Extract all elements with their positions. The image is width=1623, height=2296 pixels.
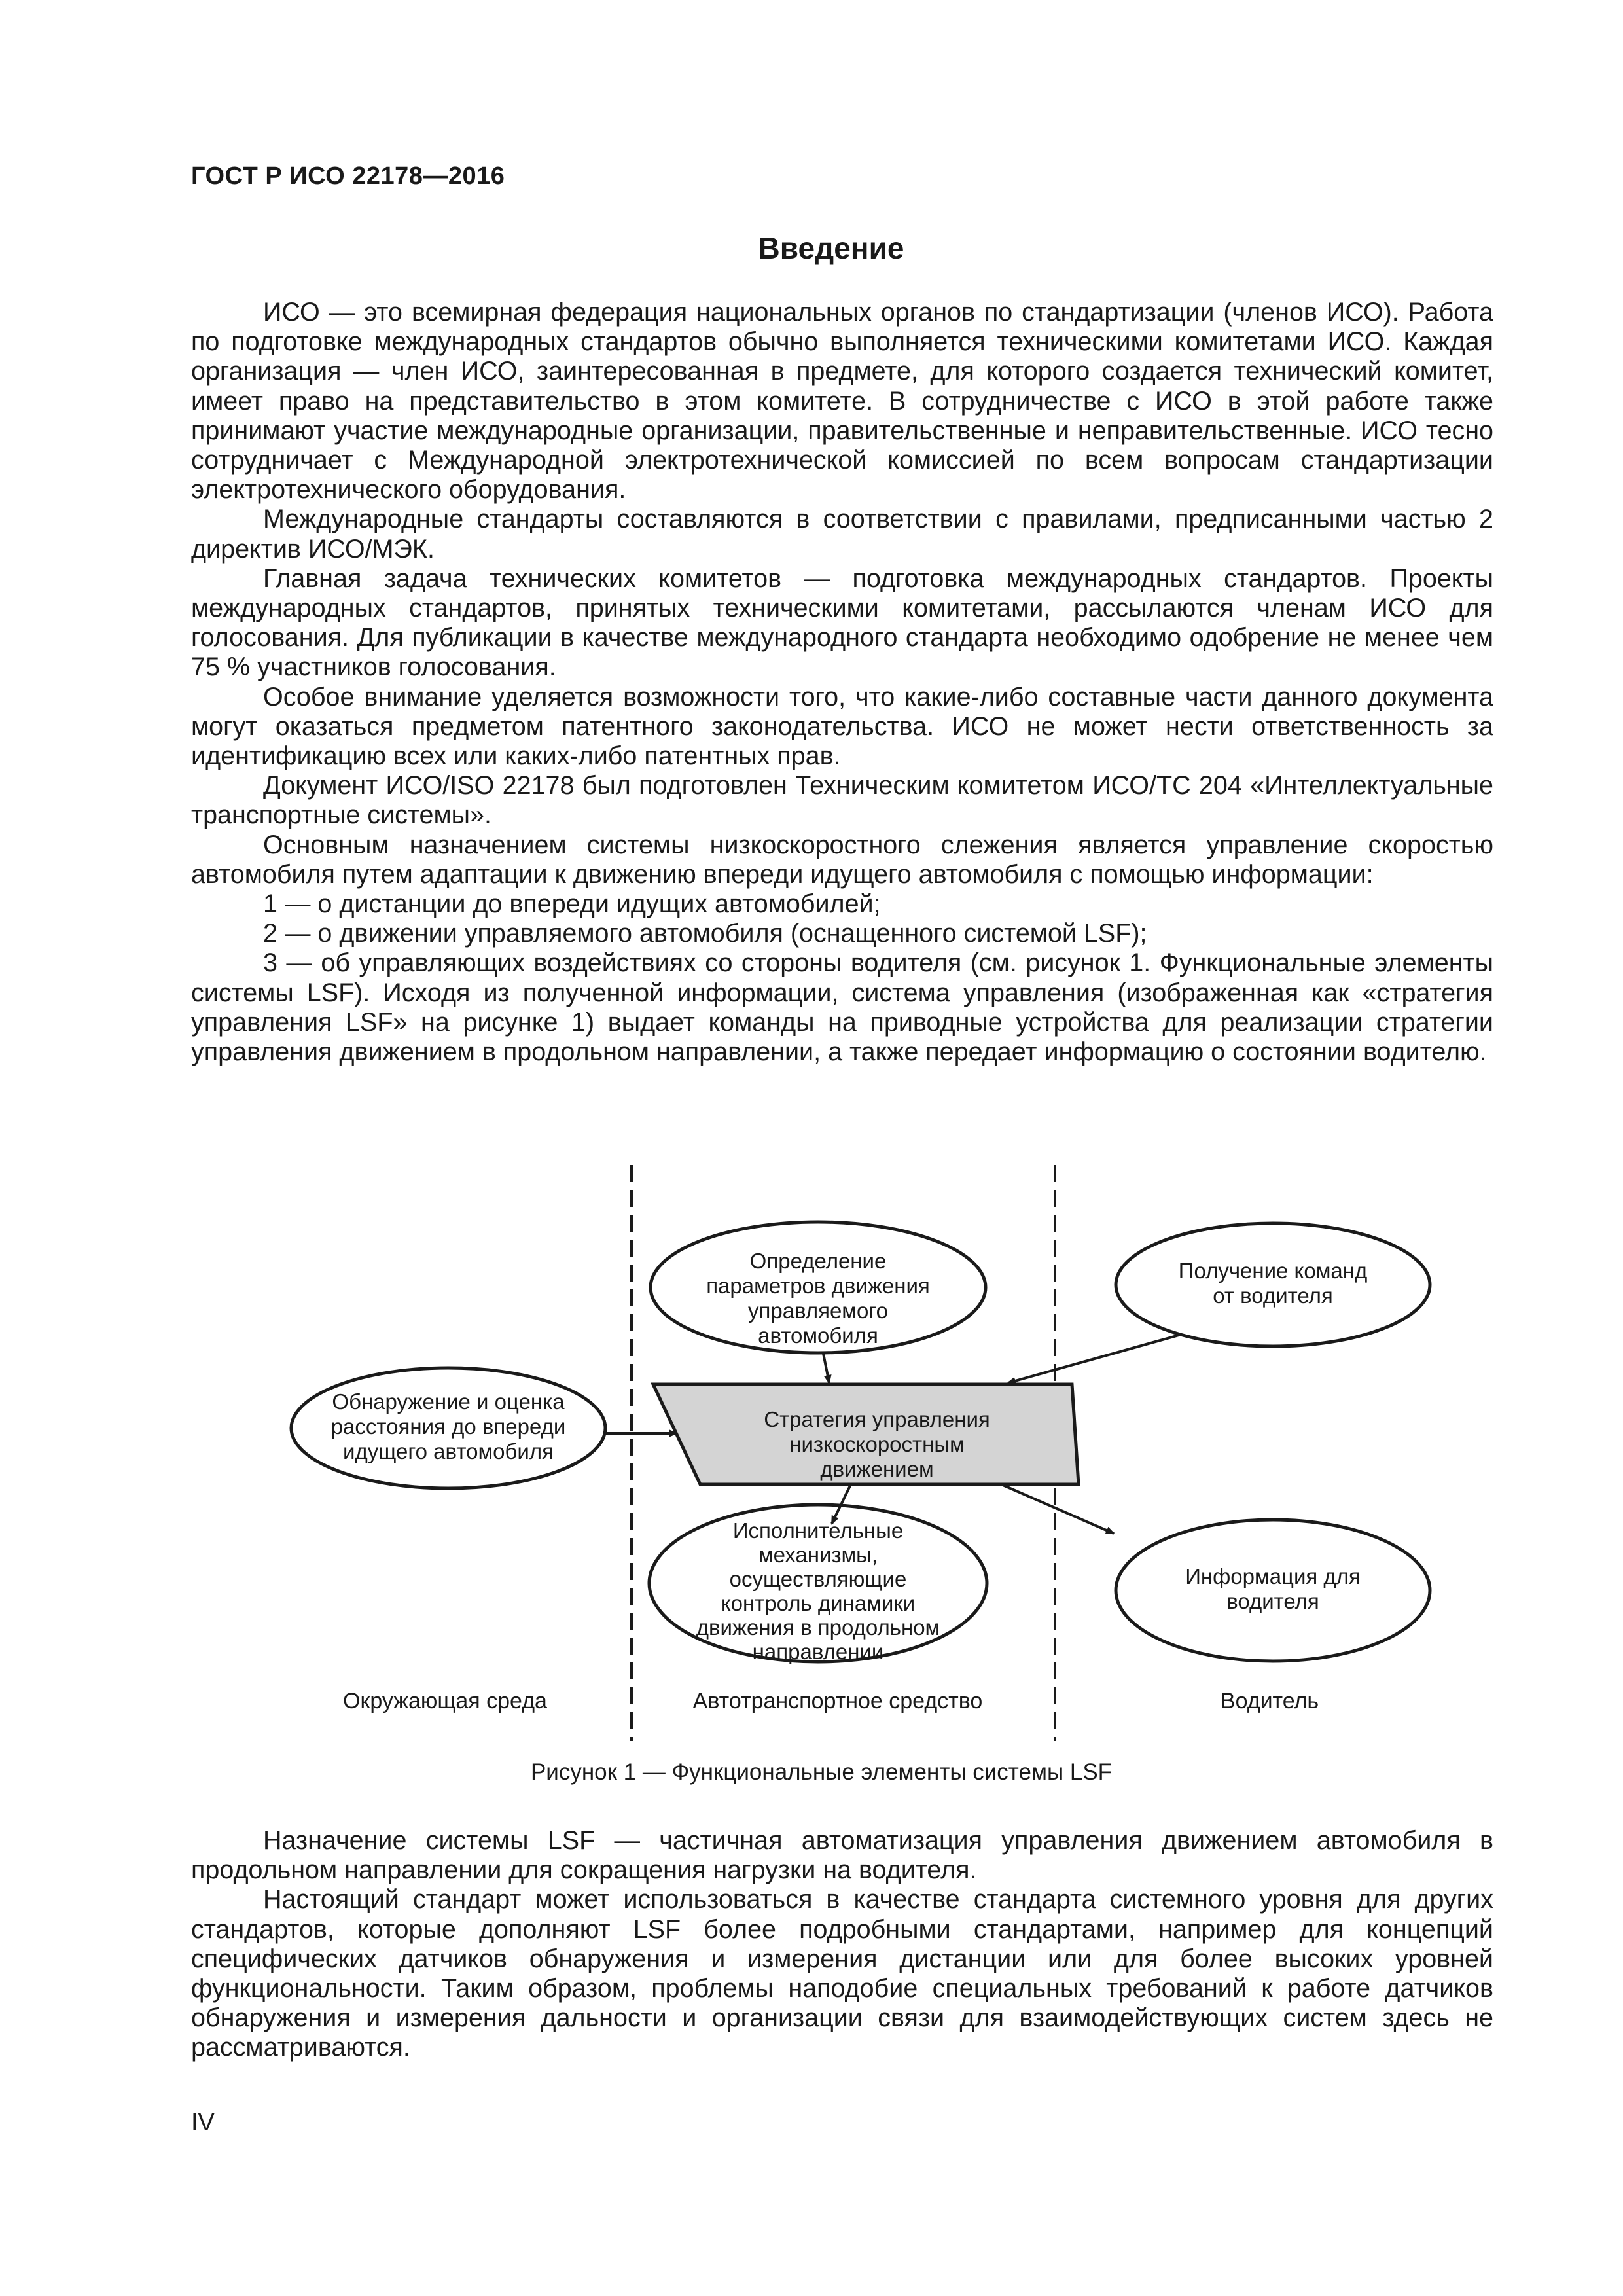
- node-detection-label: Обнаружение и оценка расстояния до впереди идущего автомобиля: [330, 1390, 566, 1463]
- paragraph: Назначение системы LSF — частичная автоматизация управления движением автомобиля в продольном направлении для сокращения нагрузки на водителя.: [191, 1826, 1493, 1885]
- paragraph: Особое внимание уделяется возможности того, что какие-либо составные части данного документа могут оказаться предметом патентного законодательства. ИСО не может нести ответственность за идентификацию всех или каких-либо патентных прав.: [191, 682, 1493, 771]
- node-driver-info-label: Информация для водителя: [1185, 1564, 1361, 1613]
- arrow-commands-to-strategy: [1008, 1335, 1181, 1383]
- list-item: 1 — о дистанции до впереди идущих автомобилей;: [263, 889, 881, 919]
- node-actuators-label: Исполнительные механизмы, осуществляющие контроль динамики движения в продольном направлении: [696, 1518, 940, 1664]
- list-item: 3 — об управляющих воздействиях со стороны водителя (см. рисунок 1. Функциональные элементы системы LSF). Исходя из полученной информации, система управления (изображенная как «стратегия управления LSF» на рисунке 1) выдает команды на приводные устройства для реализации стратегии управления движением в продольном направлении, а также передает информацию о состоянии водителю.: [191, 948, 1493, 1067]
- node-strategy-label: Стратегия управления низкоскоростным движением: [764, 1407, 990, 1481]
- lsf-functional-diagram: [249, 1158, 1492, 1748]
- zone-driver-label: Водитель: [1220, 1689, 1319, 1713]
- document-header: ГОСТ Р ИСО 22178—2016: [191, 162, 505, 190]
- figure-caption: Рисунок 1 — Функциональные элементы системы LSF: [530, 1759, 1113, 1785]
- closing-text-block: [191, 1826, 1493, 2063]
- list-item: 2 — о движении управляемого автомобиля (оснащенного системой LSF);: [263, 919, 1147, 948]
- page-number: IV: [191, 2109, 215, 2136]
- arrow-params-to-strategy: [823, 1354, 829, 1383]
- paragraph: Основным назначением системы низкоскоростного слежения является управление скоростью автомобиля путем адаптации к движению впереди идущего автомобиля с помощью информации:: [191, 830, 1493, 889]
- paragraph: Международные стандарты составляются в соответствии с правилами, предписанными частью 2 директив ИСО/МЭК.: [191, 505, 1493, 564]
- zone-environment-label: Окружающая среда: [343, 1689, 547, 1713]
- node-driver-commands-label: Получение команд от водителя: [1178, 1259, 1368, 1308]
- paragraph: Главная задача технических комитетов — подготовка международных стандартов. Проекты международных стандартов, принятых техническими комитетами, рассылаются членам ИСО для голосования. Для публикации в качестве международного стандарта необходимо одобрение не менее чем 75 % участников голосования.: [191, 564, 1493, 682]
- arrow-strategy-to-driver-info: [1001, 1484, 1114, 1534]
- paragraph: Документ ИСО/ISO 22178 был подготовлен Техническим комитетом ИСО/ТС 204 «Интеллектуальные транспортные системы».: [191, 771, 1493, 830]
- paragraph: ИСО — это всемирная федерация национальных органов по стандартизации (членов ИСО). Работа по подготовке международных стандартов обычно выполняется техническими комитетами ИСО. Каждая организация — член ИСО, заинтересованная в предмете, для которого создается технический комитет, имеет право на представительство в этом комитете. В сотрудничестве с ИСО в этой работе также принимают участие международные организации, правительственные и неправительственные. ИСО тесно сотрудничает с Международной электротехнической комиссией по всем вопросам стандартизации электротехнического оборудования.: [191, 298, 1493, 505]
- zone-vehicle-label: Автотранспортное средство: [692, 1689, 983, 1713]
- paragraph: Настоящий стандарт может использоваться в качестве стандарта системного уровня для других стандартов, которые дополняют LSF более подробными стандартами, например для концепций специфических датчиков обнаружения и измерения дистанции или для более высоких уровней функциональности. Таким образом, проблемы наподобие специальных требований к работе датчиков обнаружения и измерения дальности и организации связи для взаимодействующих систем здесь не рассматриваются.: [191, 1885, 1493, 2062]
- section-title: Введение: [758, 231, 904, 265]
- intro-text-block: [191, 298, 1493, 1067]
- node-vehicle-params-label: Определение параметров движения управляемого автомобиля: [706, 1249, 930, 1348]
